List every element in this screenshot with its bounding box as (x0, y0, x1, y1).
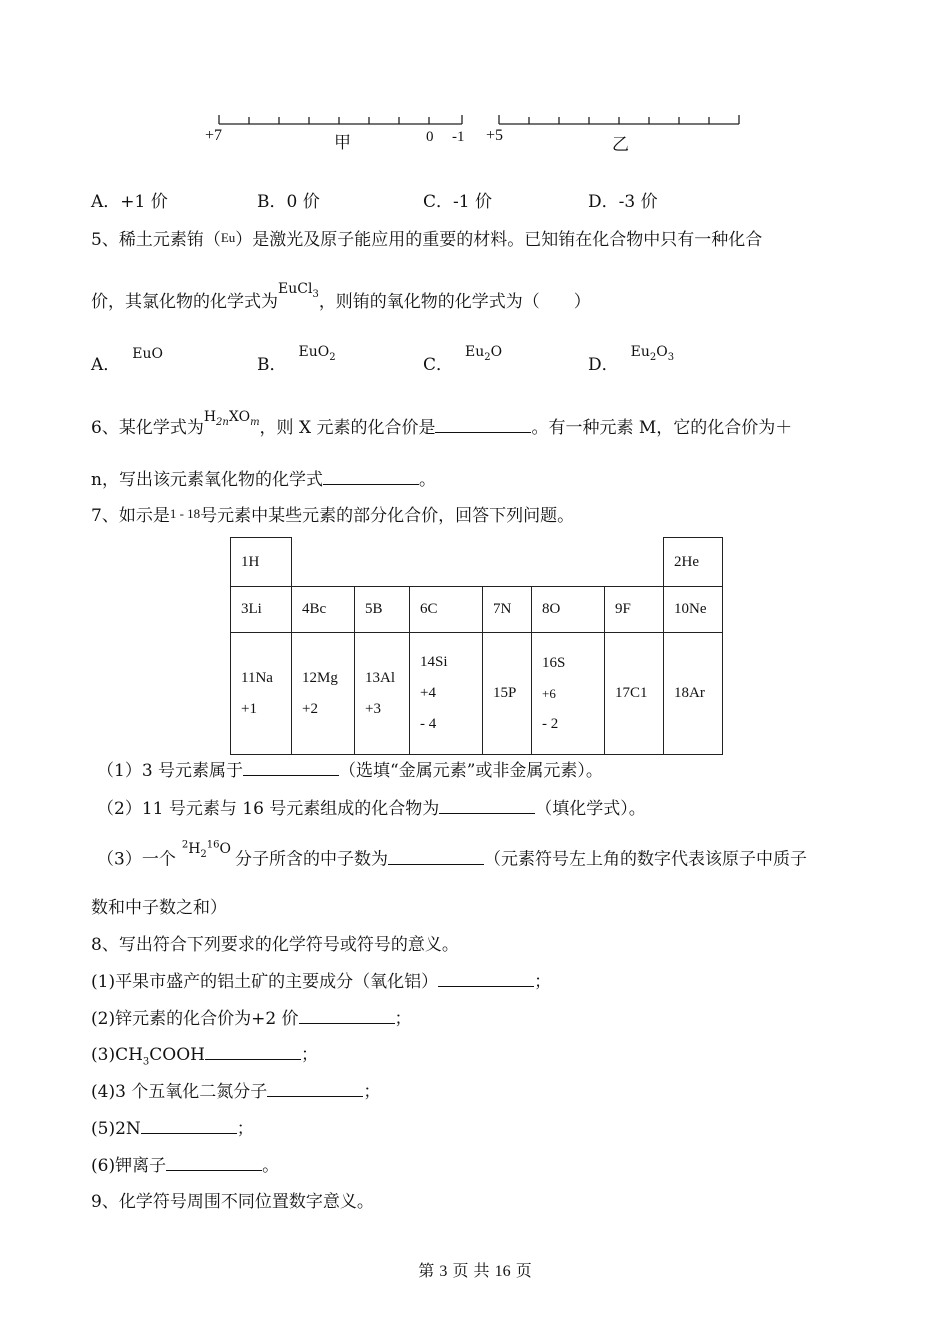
q7-blank-3 (388, 848, 484, 865)
cell-3li: 3Li (231, 587, 292, 633)
q7-title: 7、如示是1 - 18号元素中某些元素的部分化合价，回答下列问题。 (91, 506, 575, 526)
cell-10ne: 10Ne (664, 587, 723, 633)
q8-blank-3 (205, 1043, 301, 1060)
q8-item-3: $(3)CH_3COOH$ ； (91, 1045, 319, 1068)
q8-blank-2 (299, 1007, 395, 1024)
q8-blank-4 (267, 1080, 363, 1097)
table-gap (292, 538, 664, 587)
q5-option-a: A．$^{EuO}$ (91, 346, 163, 375)
q6-formula: H2nXOm (203, 409, 260, 428)
number-line-right-start: +5 (486, 127, 504, 144)
cell-4bc: 4Bc (292, 587, 355, 633)
q8-item-1: (1)平果市盛产的铝土矿的主要成分（氧化铝） ； (91, 972, 552, 992)
q5-chloride-formula: EuCl3 (278, 281, 319, 300)
cell-18ar: 18Ar (664, 633, 723, 755)
q5-eu-symbol: Eu (220, 230, 236, 245)
page-number: 3 (439, 1263, 448, 1280)
q6-line-2: n，写出该元素氧化物的化学式 。 (91, 470, 436, 490)
q8-blank-1 (438, 970, 534, 987)
q7-sub-1: （1）3 号元素属于 （选填“金属元素”或非金属元素）。 (97, 761, 603, 781)
cell-7n: 7N (483, 587, 532, 633)
cell-17cl: 17C1 (605, 633, 664, 755)
q5-line-2: 价，其氯化物的化学式为$^{EuCl_3}$，则铕的氧化物的化学式为（ ） (91, 281, 591, 312)
cell-15p: 15P (483, 633, 532, 755)
q5-option-c: C．$^{Eu_2O}$ (423, 344, 503, 375)
q7-blank-1 (243, 759, 339, 776)
cell-5b: 5B (355, 587, 410, 633)
cell-6c: 6C (410, 587, 483, 633)
number-line-left-label: 甲 (334, 133, 351, 153)
table-row (231, 538, 723, 587)
q6-blank-1 (435, 416, 531, 433)
number-line-left-end: -1 (452, 129, 465, 145)
q7-sub-2: （2）11 号元素与 16 号元素组成的化合物为 （填化学式）。 (97, 799, 646, 819)
q5-option-d: D．$^{Eu_2O_3}$ (588, 344, 675, 375)
cell-13al: 13Al +3 (355, 633, 410, 755)
q5-line-1: 5、稀土元素铕（Eu）是激光及原子能应用的重要的材料。已知铕在化合物中只有一种化合 (91, 230, 763, 250)
cell-9f: 9F (605, 587, 664, 633)
q4-option-d: D．-3 价 (588, 192, 658, 212)
q4-option-c: C．-1 价 (423, 192, 492, 212)
q4-option-b: B．0 价 (257, 192, 320, 212)
q7-sub-3-line-2: 数和中子数之和） (91, 898, 227, 918)
q6-line-1: 6、某化学式为$^{H_{2n}XO_m}$，则 X 元素的化合价是 。有一种元素 M，它的化合价为＋ (91, 409, 793, 438)
cell-1h: 1H (231, 538, 292, 587)
q7-water-formula: 2H216O (181, 839, 232, 860)
q7-blank-2 (439, 797, 535, 814)
cell-11na: 11Na +1 (231, 633, 292, 755)
page-footer: 第 3 页 共 16 页 (418, 1261, 532, 1280)
number-line-left-start: +7 (205, 127, 223, 144)
table-row (231, 633, 723, 755)
q7-sub-3: （3）一个$^{^2H_2^{16}O}$分子所含的中子数为 （元素符号左上角的数字代表该原子中质子 (97, 839, 808, 870)
cell-16s: 16S +6 - 2 (532, 633, 605, 755)
cell-12mg: 12Mg +2 (292, 633, 355, 755)
q8-item-6: (6)钾离子 。 (91, 1156, 280, 1176)
q8-item-5: (5)2N ； (91, 1119, 254, 1139)
page-total: 16 (494, 1263, 511, 1280)
cell-2he: 2He (664, 538, 723, 587)
q5-option-b: B．$^{EuO_2}$ (257, 344, 336, 375)
q9-title: 9、化学符号周围不同位置数字意义。 (91, 1192, 374, 1212)
q8-blank-6 (166, 1154, 262, 1171)
valence-number-line (0, 0, 950, 160)
table-row (231, 587, 723, 633)
periodic-table (230, 537, 723, 755)
q4-option-a: A．+1 价 (91, 192, 168, 212)
number-line-right-label: 乙 (612, 135, 629, 155)
q6-blank-2 (323, 468, 419, 485)
cell-8o: 8O (532, 587, 605, 633)
q8-item-4: (4)3 个五氧化二氮分子 ； (91, 1082, 381, 1102)
cell-14si: 14Si +4 - 4 (410, 633, 483, 755)
number-line-left-zero: 0 (426, 129, 434, 145)
q8-item-2: (2)锌元素的化合价为+2 价 ； (91, 1009, 412, 1029)
q8-title: 8、写出符合下列要求的化学符号或符号的意义。 (91, 935, 459, 955)
q8-blank-5 (141, 1117, 237, 1134)
